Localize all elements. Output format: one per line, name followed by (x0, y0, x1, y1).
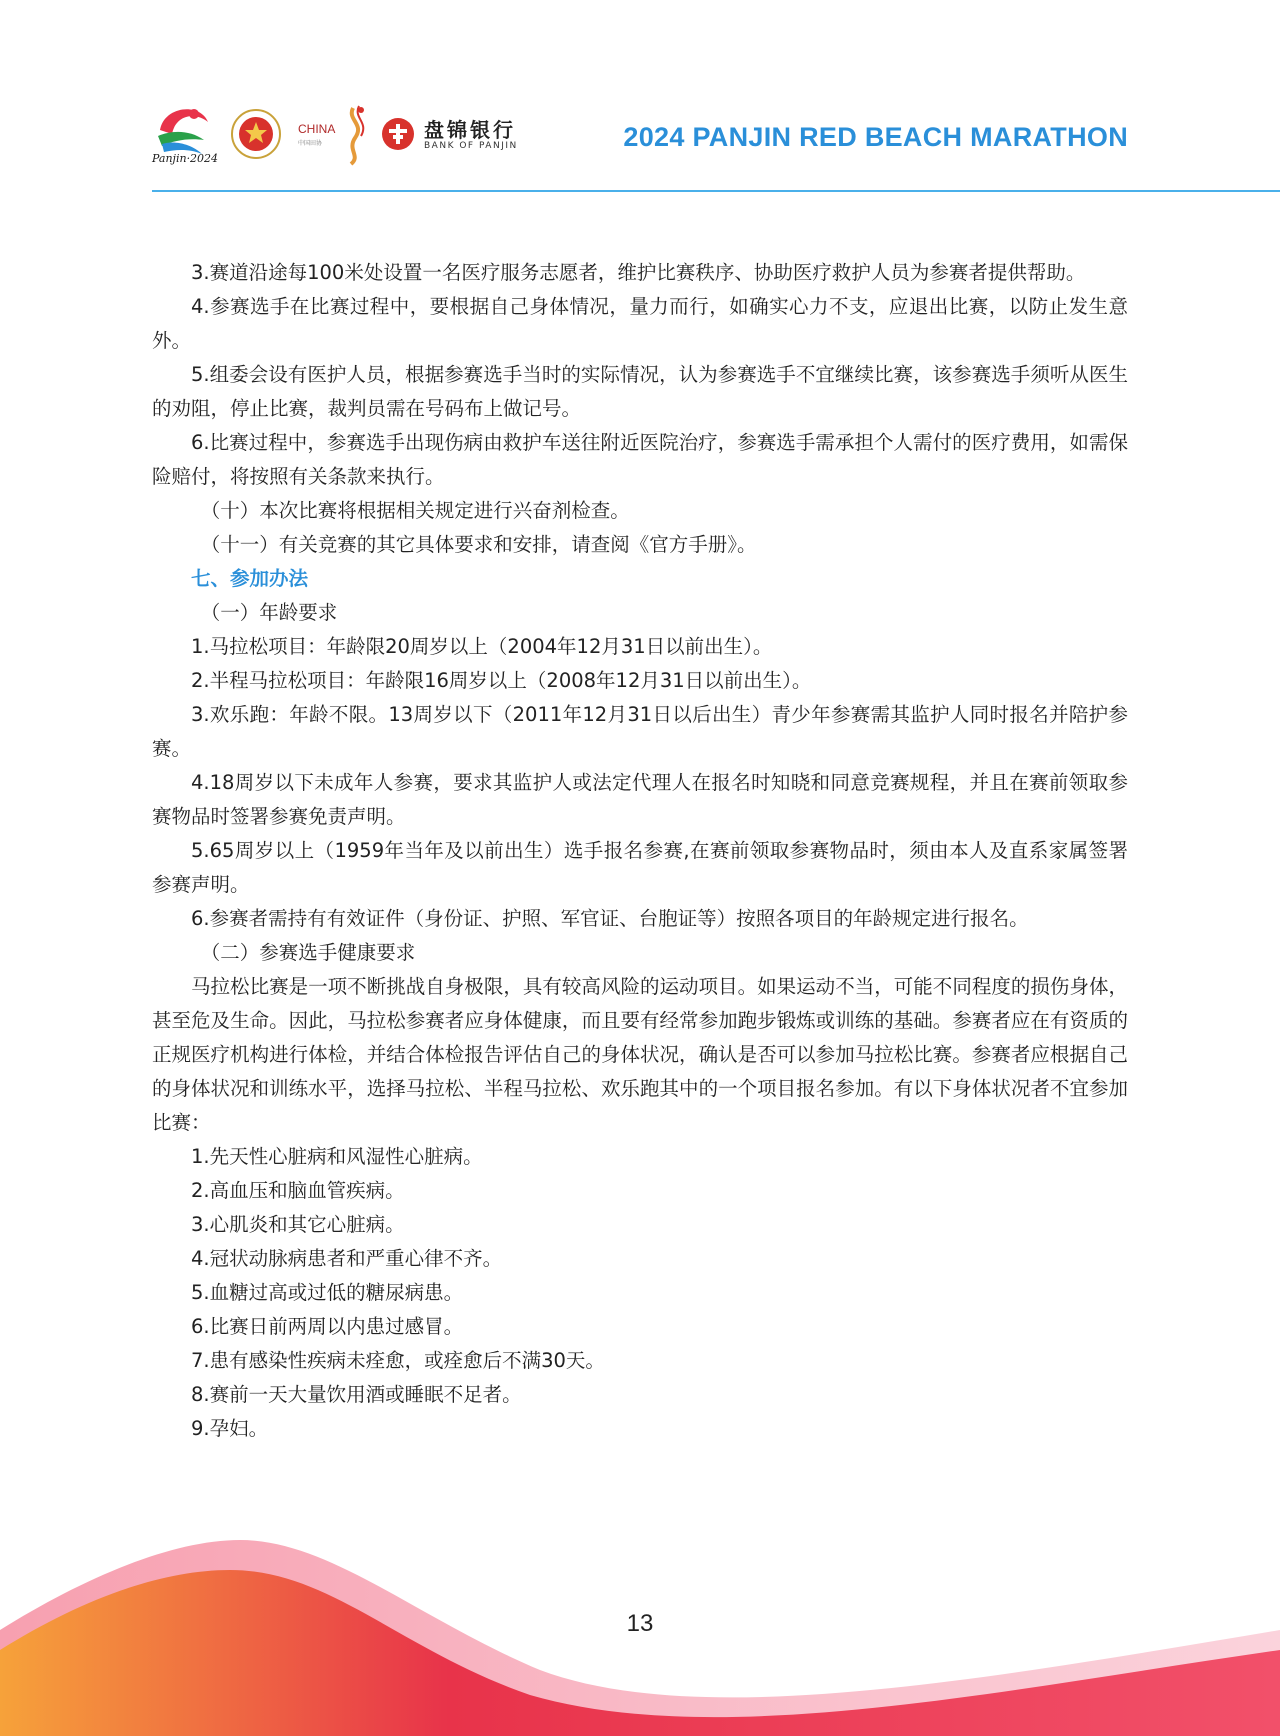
paragraph-medical-staff: 5.组委会设有医护人员，根据参赛选手当时的实际情况，认为参赛选手不宜继续比赛，该参赛选手须听从医生的劝阻，停止比赛，裁判员需在号码布上做记号。 (152, 363, 1128, 420)
condition-item: 7.患有感染性疾病未痊愈，或痊愈后不满30天。 (191, 1349, 605, 1372)
subheading-age-requirements: （一）年龄要求 (200, 601, 338, 624)
paragraph-doping-check: （十）本次比赛将根据相关规定进行兴奋剂检查。 (200, 499, 630, 522)
bank-name-english: BANK OF PANJIN (424, 141, 518, 151)
athletics-association-emblem (230, 108, 282, 160)
bank-mark-icon (380, 116, 416, 152)
page-header (0, 0, 1280, 195)
condition-item: 2.高血压和脑血管疾病。 (191, 1179, 405, 1202)
event-title: 2024 PANJIN RED BEACH MARATHON (623, 122, 1128, 152)
age-rule-id-documents: 6.参赛者需持有有效证件（身份证、护照、军官证、台胞证等）按照各项目的年龄规定进行报名。 (191, 907, 1029, 930)
document-body (152, 256, 1128, 1446)
china-logo-text: CHINA (298, 122, 336, 136)
health-intro: 马拉松比赛是一项不断挑战自身极限，具有较高风险的运动项目。如果运动不当，可能不同程度的损伤身体，甚至危及生命。因此，马拉松参赛者应身体健康，而且要有经常参加跑步锻炼或训练的基础。参赛者应在有资质的正规医疗机构进行体检，并结合体检报告评估自己的身体状况，确认是否可以参加马拉松比赛。参赛者应根据自己的身体状况和训练水平，选择马拉松、半程马拉松、欢乐跑其中的一个项目报名参加。有以下身体状况者不宜参加比赛： (152, 975, 1128, 1134)
subheading-health-requirements: （二）参赛选手健康要求 (200, 941, 416, 964)
page-number: 13 (626, 1610, 654, 1637)
condition-item: 6.比赛日前两周以内患过感冒。 (191, 1315, 464, 1338)
paragraph-official-manual: （十一）有关竞赛的其它具体要求和安排，请查阅《官方手册》。 (200, 533, 757, 556)
condition-item: 5.血糖过高或过低的糖尿病患。 (191, 1281, 464, 1304)
paragraph-injury-costs: 6.比赛过程中，参赛选手出现伤病由救护车送往附近医院治疗，参赛选手需承担个人需付的医疗费用，如需保险赔付，将按照有关条款来执行。 (152, 431, 1128, 488)
age-rule-minors: 4.18周岁以下未成年人参赛，要求其监护人或法定代理人在报名时知晓和同意竞赛规程，并且在赛前领取参赛物品时签署参赛免责声明。 (152, 771, 1128, 828)
age-rule-fun-run: 3.欢乐跑：年龄不限。13周岁以下（2011年12月31日以后出生）青少年参赛需其监护人同时报名并陪护参赛。 (152, 703, 1128, 760)
sponsor-logos (150, 100, 570, 172)
age-rule-half-marathon: 2.半程马拉松项目：年龄限16周岁以上（2008年12月31日以前出生）。 (191, 669, 812, 692)
condition-item: 9.孕妇。 (191, 1417, 269, 1440)
china-logo-subtext: 中国田协 (298, 140, 323, 147)
bank-name: 盘锦银行 (424, 118, 516, 142)
condition-item: 1.先天性心脏病和风湿性心脏病。 (191, 1145, 483, 1168)
age-rule-seniors: 5.65周岁以上（1959年当年及以前出生）选手报名参赛,在赛前领取参赛物品时，须由本人及直系家属签署参赛声明。 (152, 839, 1128, 896)
condition-item: 8.赛前一天大量饮用酒或睡眠不足者。 (191, 1383, 522, 1406)
condition-item: 4.冠状动脉病患者和严重心律不齐。 (191, 1247, 503, 1270)
age-rule-marathon: 1.马拉松项目：年龄限20周岁以上（2004年12月31日以前出生）。 (191, 635, 773, 658)
header-divider (152, 190, 1280, 192)
paragraph-medical-volunteers: 3.赛道沿途每100米处设置一名医疗服务志愿者，维护比赛秩序、协助医疗救护人员为参赛者提供帮助。 (191, 261, 1086, 284)
bank-of-panjin-logo (380, 114, 570, 158)
section-heading: 七、参加办法 (191, 567, 309, 590)
condition-item: 3.心肌炎和其它心脏病。 (191, 1213, 405, 1236)
paragraph-withdraw: 4.参赛选手在比赛过程中，要根据自己身体情况，量力而行，如确实心力不支，应退出比赛，以防止发生意外。 (152, 295, 1128, 352)
panjin-logo-text: Panjin·2024 (152, 152, 219, 165)
